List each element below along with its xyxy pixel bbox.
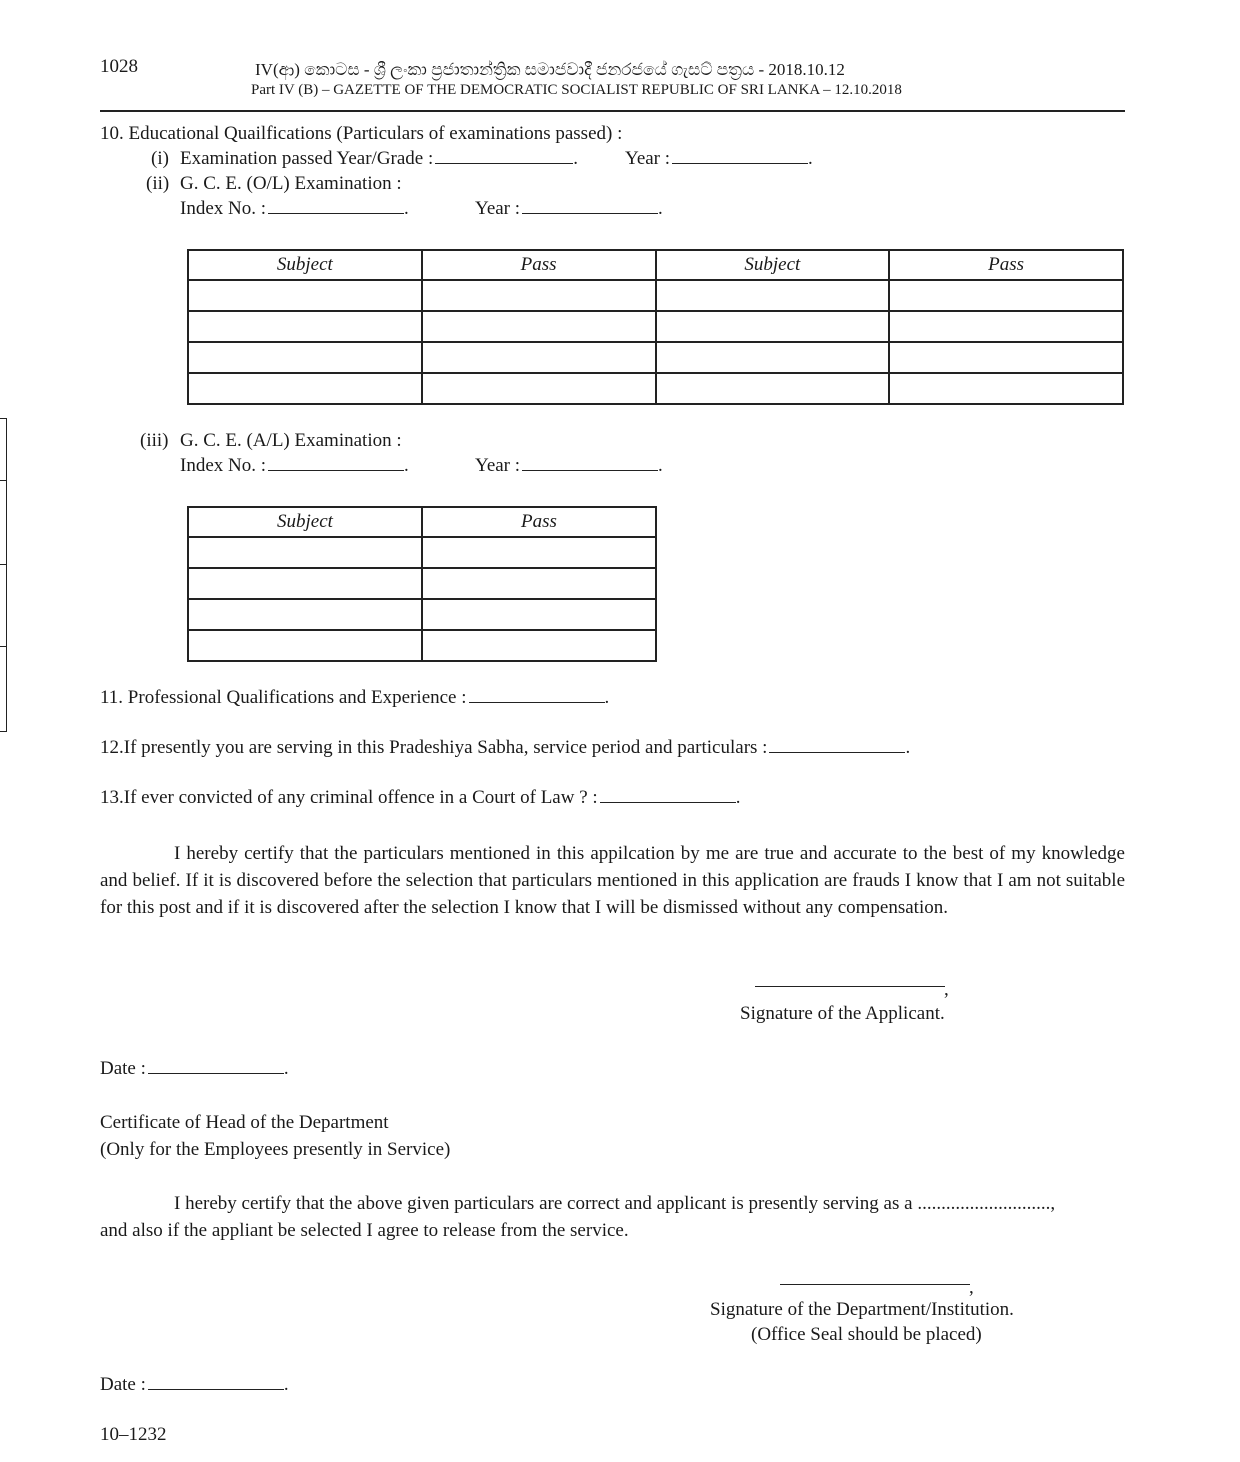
signature-comma: , xyxy=(969,1277,974,1298)
ol-header-pass-1: Pass xyxy=(422,250,656,280)
section-13-label: 13.If ever convicted of any criminal offence in a Court of Law ? : xyxy=(100,787,598,808)
margin-mark xyxy=(0,480,7,565)
gazette-title-english: Part IV (B) – GAZETTE OF THE DEMOCRATIC SOCIALIST REPUBLIC OF SRI LANKA – 12.10.2018 xyxy=(251,82,902,98)
al-header-subject: Subject xyxy=(188,507,422,537)
section-12-row: 12.If presently you are serving in this Pradeshiya Sabha, service period and particulars : . xyxy=(100,737,911,758)
ol-index-field[interactable] xyxy=(268,199,404,214)
al-index-row: Index No. : . xyxy=(180,455,409,476)
section-11-row: 11. Professional Qualifications and Experience : . xyxy=(100,687,610,708)
table-cell[interactable] xyxy=(889,373,1123,404)
date-row-1: Date : . xyxy=(100,1058,289,1079)
section-11-label: 11. Professional Qualifications and Experience : xyxy=(100,687,467,708)
exam-year-label: Year : xyxy=(625,148,671,169)
ol-year-field[interactable] xyxy=(522,199,658,214)
ol-header-pass-2: Pass xyxy=(889,250,1123,280)
table-cell[interactable] xyxy=(422,537,656,568)
table-cell[interactable] xyxy=(188,373,422,404)
al-year-row: Year : . xyxy=(475,455,663,476)
signature-comma: , xyxy=(944,979,949,1000)
ol-year-row: Year : . xyxy=(475,198,663,219)
table-row xyxy=(188,342,1123,373)
header-rule xyxy=(100,110,1125,112)
table-cell[interactable] xyxy=(889,342,1123,373)
declaration-paragraph xyxy=(100,840,1125,921)
criminal-offence-field[interactable] xyxy=(600,788,736,803)
ol-table-header-row xyxy=(188,250,1123,280)
table-cell[interactable] xyxy=(188,630,422,661)
ol-header-subject-1: Subject xyxy=(188,250,422,280)
al-table-header-row xyxy=(188,507,656,537)
ol-index-row: Index No. : . xyxy=(180,198,409,219)
table-row xyxy=(188,630,656,661)
al-results-table xyxy=(187,506,657,662)
office-seal-note: (Office Seal should be placed) xyxy=(751,1324,982,1345)
ol-index-label: Index No. : xyxy=(180,198,267,219)
table-cell[interactable] xyxy=(422,342,656,373)
table-row xyxy=(188,280,1123,311)
date-label-2: Date : xyxy=(100,1374,146,1395)
table-cell[interactable] xyxy=(188,537,422,568)
footer-code: 10–1232 xyxy=(100,1424,167,1445)
exam-year-field[interactable] xyxy=(672,149,808,164)
page-number: 1028 xyxy=(100,56,138,77)
declaration-line-1: I hereby certify that the particulars mentioned in this appilcation by me are true and accurate to the best of my xyxy=(174,843,1036,864)
table-cell[interactable] xyxy=(889,280,1123,311)
table-cell[interactable] xyxy=(188,342,422,373)
table-row xyxy=(188,311,1123,342)
table-row xyxy=(188,599,656,630)
item-i-label: (i) xyxy=(151,148,169,169)
gazette-title-sinhala: IV(ආ) කොටස - ශ්‍රී ලංකා ප්‍රජාතාන්ත්‍රික සමාජවාදී ජනරජයේ ගැසට් පත්‍රය - 2018.10.12 xyxy=(255,60,845,79)
certificate-title: Certificate of Head of the Department xyxy=(100,1112,389,1133)
table-cell[interactable] xyxy=(656,342,890,373)
table-cell[interactable] xyxy=(422,630,656,661)
exam-year-grade-row: Examination passed Year/Grade : . xyxy=(180,148,579,169)
department-signature-line[interactable] xyxy=(780,1284,970,1285)
ol-exam-title: G. C. E. (O/L) Examination : xyxy=(180,173,402,194)
table-cell[interactable] xyxy=(422,599,656,630)
applicant-signature-label: Signature of the Applicant. xyxy=(740,1003,945,1024)
al-header-pass: Pass xyxy=(422,507,656,537)
table-cell[interactable] xyxy=(656,280,890,311)
al-exam-title: G. C. E. (A/L) Examination : xyxy=(180,430,402,451)
al-index-field[interactable] xyxy=(268,456,404,471)
date-field-2[interactable] xyxy=(148,1375,284,1390)
table-cell[interactable] xyxy=(422,568,656,599)
item-ii-label: (ii) xyxy=(146,173,170,194)
date-label-1: Date : xyxy=(100,1058,146,1079)
table-cell[interactable] xyxy=(422,373,656,404)
table-cell[interactable] xyxy=(422,311,656,342)
exam-year-grade-label: Examination passed Year/Grade : xyxy=(180,148,434,169)
declaration-rest: knowledge and belief. If it is discovered before the selection that particulars mentioned in this application are frauds I know that I am not suitable for this post and if it is discovered after the selection I know that I will be dismissed without any compensation. xyxy=(100,843,1125,918)
table-cell[interactable] xyxy=(422,280,656,311)
item-iii-label: (iii) xyxy=(140,430,169,451)
table-cell[interactable] xyxy=(656,373,890,404)
certificate-line-2: and also if the appliant be selected I agree to release from the service. xyxy=(100,1220,629,1241)
ol-header-subject-2: Subject xyxy=(656,250,890,280)
exam-year-grade-field[interactable] xyxy=(435,149,573,164)
department-signature-label: Signature of the Department/Institution. xyxy=(710,1299,1014,1320)
date-row-2: Date : . xyxy=(100,1374,289,1395)
table-cell[interactable] xyxy=(188,568,422,599)
certificate-line-1: I hereby certify that the above given particulars are correct and applicant is presently serving as a ............................, xyxy=(174,1193,1056,1214)
table-row xyxy=(188,373,1123,404)
section-10-heading: 10. Educational Quailfications (Particulars of examinations passed) : xyxy=(100,123,623,144)
section-13-row: 13.If ever convicted of any criminal offence in a Court of Law ? : . xyxy=(100,787,741,808)
margin-mark xyxy=(0,564,7,647)
table-row xyxy=(188,537,656,568)
applicant-signature-line[interactable] xyxy=(755,986,945,987)
exam-year-row: Year : . xyxy=(625,148,813,169)
table-cell[interactable] xyxy=(188,311,422,342)
al-year-label: Year : xyxy=(475,455,521,476)
ol-results-table xyxy=(187,249,1124,405)
certificate-subtitle: (Only for the Employees presently in Service) xyxy=(100,1139,451,1160)
section-12-label: 12.If presently you are serving in this Pradeshiya Sabha, service period and particulars : xyxy=(100,737,768,758)
margin-mark xyxy=(0,646,7,732)
table-cell[interactable] xyxy=(188,280,422,311)
date-field-1[interactable] xyxy=(148,1059,284,1074)
margin-mark xyxy=(0,418,7,481)
table-row xyxy=(188,568,656,599)
service-period-field[interactable] xyxy=(769,738,905,753)
table-cell[interactable] xyxy=(656,311,890,342)
table-cell[interactable] xyxy=(889,311,1123,342)
al-index-label: Index No. : xyxy=(180,455,267,476)
professional-qualifications-field[interactable] xyxy=(469,688,605,703)
table-cell[interactable] xyxy=(188,599,422,630)
ol-year-label: Year : xyxy=(475,198,521,219)
al-year-field[interactable] xyxy=(522,456,658,471)
